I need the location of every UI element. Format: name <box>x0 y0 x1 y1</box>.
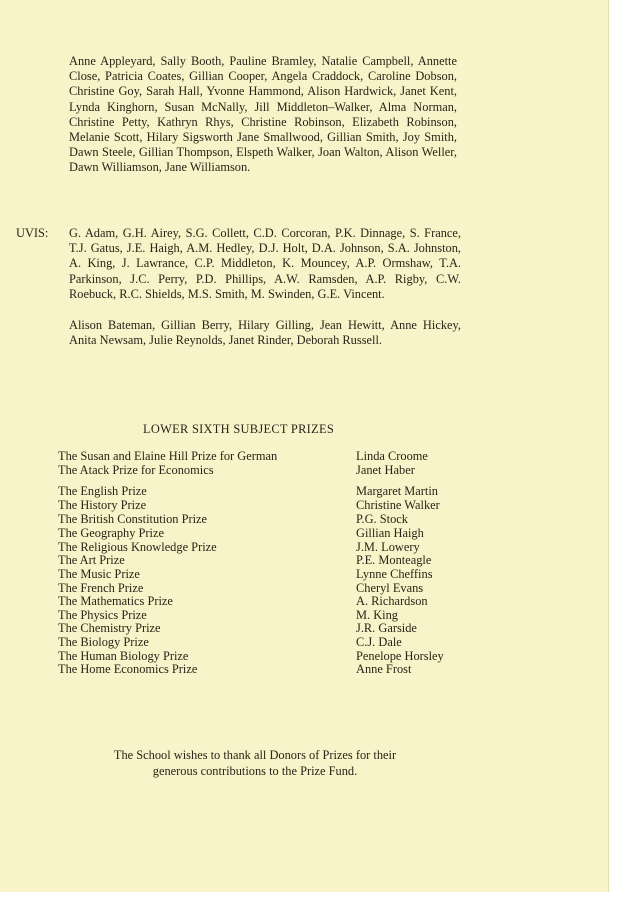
prize-winner: Christine Walker <box>356 498 440 512</box>
uvis-boys-list: G. Adam, G.H. Airey, S.G. Collett, C.D. Corcoran, P.K. Dinnage, S. France, T.J. Gatus, J.E. Haigh, A.M. Hedley, D.J. Holt, D.A. Johnson, S.A. Johnston, A. King, J. Lawrance, C.P. Middleton, K. Mouncey, A.P. Ormshaw, T.A. Parkinson, J.C. Perry, P.D. Phillips, A.W. Ramsden, A.P. Rigby, C.W. Roebuck, R.C. Shields, M.S. Smith, M. Swinden, G.E. Vincent. <box>69 226 461 301</box>
prize-name: The Atack Prize for Economics <box>58 463 214 477</box>
prize-winner: A. Richardson <box>356 594 428 608</box>
prize-row <box>0 649 608 663</box>
prize-name: The Biology Prize <box>58 635 149 649</box>
prize-winner: P.G. Stock <box>356 512 408 526</box>
prize-row <box>0 540 608 554</box>
upper-sixth-girls-list: Anne Appleyard, Sally Booth, Pauline Bramley, Natalie Campbell, Annette Close, Patricia Coates, Gillian Cooper, Angela Craddock, Caroline Dobson, Christine Goy, Sarah Hall, Yvonne Hammond, Alison Hardwick, Janet Kent, Lynda Kinghorn, Susan McNally, Jill Middleton–Walker, Alma Norman, Christine Petty, Kathryn Rhys, Christine Robinson, Elizabeth Robinson, Melanie Scott, Hilary Sigsworth Jane Smallwood, Gillian Smith, Joy Smith, Dawn Steele, Gillian Thompson, Elspeth Walker, Joan Walton, Alison Weller, Dawn Williamson, Jane Williamson. <box>69 54 457 175</box>
prize-name: The Susan and Elaine Hill Prize for German <box>58 449 278 463</box>
prize-name: The Music Prize <box>58 567 140 581</box>
prize-winner: P.E. Monteagle <box>356 553 432 567</box>
prize-row <box>0 512 608 526</box>
prize-winner: Penelope Horsley <box>356 649 444 663</box>
prize-row <box>0 594 608 608</box>
prize-row <box>0 635 608 649</box>
prize-row <box>0 484 608 498</box>
prizes-heading: LOWER SIXTH SUBJECT PRIZES <box>143 422 335 436</box>
prize-row <box>0 463 608 477</box>
prize-winner: Janet Haber <box>356 463 415 477</box>
prize-name: The Religious Knowledge Prize <box>58 540 217 554</box>
prize-name: The Human Biology Prize <box>58 649 189 663</box>
uvis-girls-list: Alison Bateman, Gillian Berry, Hilary Gilling, Jean Hewitt, Anne Hickey, Anita Newsam, Julie Reynolds, Janet Rinder, Deborah Russell. <box>69 318 461 348</box>
prize-name: The Physics Prize <box>58 608 147 622</box>
prize-row <box>0 567 608 581</box>
prize-name: The History Prize <box>58 498 147 512</box>
prize-name: The Art Prize <box>58 553 125 567</box>
prize-winner: Gillian Haigh <box>356 526 424 540</box>
uvis-label: UVIS: <box>16 226 49 240</box>
prize-name: The Geography Prize <box>58 526 164 540</box>
prize-winner: Lynne Cheffins <box>356 567 433 581</box>
prize-row <box>0 449 608 463</box>
prize-winner: Anne Frost <box>356 662 412 676</box>
prize-row <box>0 608 608 622</box>
thanks-note: The School wishes to thank all Donors of Prizes for their generous contributions to the Prize Fund. <box>113 748 397 778</box>
prize-winner: C.J. Dale <box>356 635 402 649</box>
prize-row <box>0 526 608 540</box>
prize-name: The British Constitution Prize <box>58 512 208 526</box>
prize-name: The Home Economics Prize <box>58 662 198 676</box>
prize-winner: Linda Croome <box>356 449 428 463</box>
prize-name: The English Prize <box>58 484 147 498</box>
prize-name: The Mathematics Prize <box>58 594 173 608</box>
prize-row <box>0 621 608 635</box>
prize-name: The French Prize <box>58 581 144 595</box>
prize-row <box>0 553 608 567</box>
prize-winner: Margaret Martin <box>356 484 439 498</box>
prize-name: The Chemistry Prize <box>58 621 161 635</box>
prize-winner: M. King <box>356 608 398 622</box>
prize-winner: J.R. Garside <box>356 621 417 635</box>
prize-row <box>0 581 608 595</box>
prize-row <box>0 662 608 676</box>
prize-winner: J.M. Lowery <box>356 540 420 554</box>
prize-row <box>0 498 608 512</box>
prize-winner: Cheryl Evans <box>356 581 424 595</box>
